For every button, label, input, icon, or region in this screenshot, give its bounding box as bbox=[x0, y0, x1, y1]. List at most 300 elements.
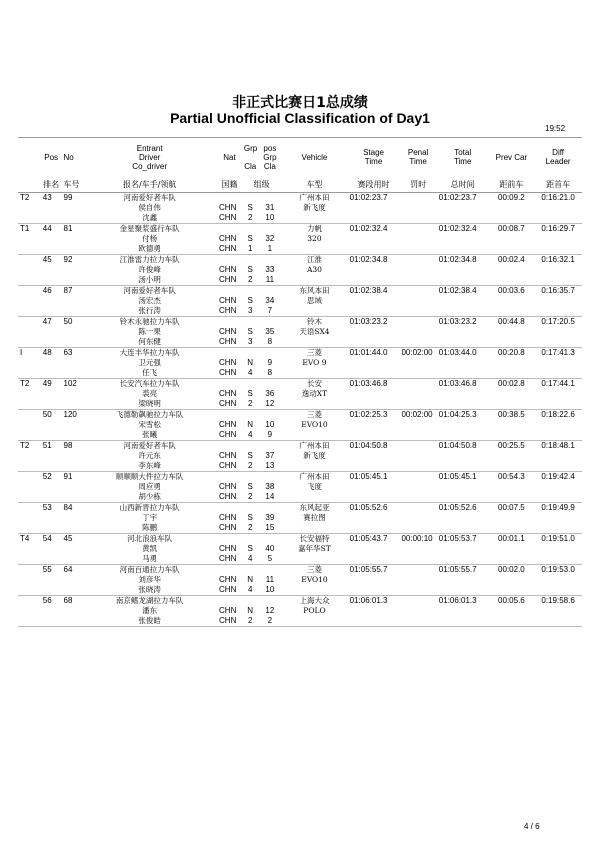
driver-cell: 黄凯 bbox=[142, 544, 158, 553]
vehicle-make-cell: 长安福特 bbox=[299, 534, 330, 543]
nat-cell: CHN bbox=[219, 420, 237, 429]
total-time-cell: 01:04:50.8 bbox=[438, 441, 477, 450]
pos-cell: 47 bbox=[42, 317, 52, 326]
nat-cell: CHN bbox=[219, 203, 237, 212]
codriver-cell: 马勇 bbox=[82, 554, 217, 565]
cla-cell: 4 bbox=[242, 368, 259, 379]
class-cell bbox=[18, 596, 41, 607]
pos-grp-cell: 38 bbox=[265, 482, 275, 491]
penal-time-cell: 00:00:10 bbox=[401, 534, 433, 543]
pos-cell: 50 bbox=[42, 410, 52, 419]
timestamp: 19:52 bbox=[545, 124, 566, 133]
penal-time-cell bbox=[399, 441, 436, 452]
diff-leader-cell: 0:16:32.1 bbox=[541, 255, 575, 264]
grp-cell: S bbox=[247, 234, 253, 243]
no-cell: 98 bbox=[63, 441, 73, 450]
cla-cell: 4 bbox=[242, 430, 259, 441]
grp-cell: S bbox=[247, 265, 253, 274]
pos-cla-cell: 10 bbox=[258, 585, 281, 596]
penal-time-cell bbox=[399, 596, 436, 607]
stage-time-cell: 01:05:43.7 bbox=[349, 534, 388, 543]
pos-cla-cell: 11 bbox=[258, 275, 281, 286]
table-row bbox=[18, 193, 582, 204]
table-row bbox=[18, 337, 582, 348]
pos-cell: 44 bbox=[42, 224, 52, 233]
pos-cell: 49 bbox=[42, 379, 52, 388]
class-cell bbox=[18, 565, 41, 576]
cla-cell: 1 bbox=[242, 244, 259, 255]
table-row bbox=[18, 255, 582, 266]
grp-cell: N bbox=[247, 575, 254, 584]
driver-cell: 付杨 bbox=[142, 234, 158, 243]
class-cell bbox=[18, 503, 41, 514]
table-row bbox=[18, 430, 582, 441]
page-number: 4 / 6 bbox=[524, 822, 540, 831]
header-vehicle: Vehicle bbox=[281, 138, 347, 177]
table-row bbox=[18, 265, 582, 275]
vehicle-make-cell: 广州本田 bbox=[299, 193, 330, 202]
page-title-cn: 非正式比赛日1总成绩 bbox=[232, 95, 368, 111]
total-time-cell: 01:04:25.3 bbox=[438, 410, 477, 419]
nat-cell: CHN bbox=[219, 234, 237, 243]
header-total: Total Time bbox=[437, 138, 489, 177]
codriver-cell: 欧德勇 bbox=[82, 244, 217, 255]
header-cn-diff: 距首车 bbox=[534, 176, 582, 193]
pos-cla-cell: 2 bbox=[258, 616, 281, 627]
header-cls bbox=[18, 138, 41, 177]
team-cell: 大连丰华拉力车队 bbox=[119, 348, 180, 357]
nat-cell: CHN bbox=[217, 244, 242, 255]
results-table bbox=[18, 137, 582, 627]
nat-cell: CHN bbox=[219, 482, 237, 491]
stage-time-cell: 01:02:38.4 bbox=[349, 286, 388, 295]
total-time-cell: 01:05:45.1 bbox=[438, 472, 477, 481]
cla-cell: 4 bbox=[242, 585, 259, 596]
table-row bbox=[18, 275, 582, 286]
pos-cell: 43 bbox=[42, 193, 52, 202]
driver-cell: 汤宏杰 bbox=[138, 296, 161, 305]
table-row bbox=[18, 451, 582, 461]
driver-cell: 丁宇 bbox=[142, 513, 158, 522]
vehicle-make-cell: 上海大众 bbox=[299, 596, 330, 605]
cla-cell: 2 bbox=[242, 523, 259, 534]
total-time-cell: 01:02:34.8 bbox=[438, 255, 477, 264]
team-cell: 河南爱好者车队 bbox=[123, 286, 176, 295]
no-cell: 45 bbox=[63, 534, 73, 543]
total-time-cell: 01:05:55.7 bbox=[438, 565, 477, 574]
table-row bbox=[18, 420, 582, 430]
no-cell: 87 bbox=[63, 286, 73, 295]
pos-cla-cell: 5 bbox=[258, 554, 281, 565]
prev-car-cell: 00:20.8 bbox=[498, 348, 525, 357]
pos-cla-cell: 8 bbox=[258, 337, 281, 348]
class-cell: T4 bbox=[20, 534, 30, 543]
vehicle-model-cell: 新飞度 bbox=[303, 203, 326, 212]
team-cell: 铃木永驰拉力车队 bbox=[119, 317, 180, 326]
team-cell: 河北浪浪车队 bbox=[127, 534, 173, 543]
total-time-cell: 01:06:01.3 bbox=[438, 596, 477, 605]
prev-car-cell: 00:05.6 bbox=[498, 596, 525, 605]
pos-cell: 51 bbox=[42, 441, 52, 450]
nat-cell: CHN bbox=[219, 575, 237, 584]
pos-cla-cell: 8 bbox=[258, 368, 281, 379]
grp-cell: S bbox=[247, 203, 253, 212]
penal-time-cell bbox=[399, 193, 436, 204]
pos-cell: 54 bbox=[42, 534, 52, 543]
pos-grp-cell: 37 bbox=[265, 451, 275, 460]
prev-car-cell: 00:02.8 bbox=[498, 379, 525, 388]
header-row-en bbox=[18, 138, 582, 177]
header-grp: Grp Cla bbox=[242, 138, 259, 177]
driver-cell: 周应勇 bbox=[138, 482, 161, 491]
class-cell bbox=[18, 286, 41, 297]
header-cn-total: 总时间 bbox=[437, 176, 489, 193]
table-row bbox=[18, 368, 582, 379]
cla-cell: 3 bbox=[242, 337, 259, 348]
no-cell: 64 bbox=[63, 565, 73, 574]
table-row bbox=[18, 296, 582, 306]
codriver-cell: 张行涛 bbox=[82, 306, 217, 317]
nat-cell: CHN bbox=[217, 523, 242, 534]
table-row bbox=[18, 348, 582, 359]
header-pos: Pos bbox=[41, 138, 62, 177]
pos-cla-cell: 14 bbox=[258, 492, 281, 503]
table-row bbox=[18, 513, 582, 523]
nat-cell: CHN bbox=[217, 368, 242, 379]
vehicle-make-cell: 长安 bbox=[306, 379, 322, 388]
penal-time-cell bbox=[399, 317, 436, 328]
vehicle-model-cell: 320 bbox=[307, 234, 322, 243]
pos-cell: 56 bbox=[42, 596, 52, 605]
team-cell: 河南爱好者车队 bbox=[123, 441, 176, 450]
driver-cell: 裘亮 bbox=[142, 389, 158, 398]
prev-car-cell: 00:54.3 bbox=[498, 472, 525, 481]
no-cell: 91 bbox=[63, 472, 73, 481]
no-cell: 50 bbox=[63, 317, 73, 326]
vehicle-model-cell: 逸动XT bbox=[301, 389, 328, 398]
table-row bbox=[18, 244, 582, 255]
penal-time-cell bbox=[399, 472, 436, 483]
header-stage: Stage Time bbox=[348, 138, 400, 177]
codriver-cell: 胡少栋 bbox=[82, 492, 217, 503]
driver-cell: 侯自伟 bbox=[138, 203, 161, 212]
table-row bbox=[18, 554, 582, 565]
nat-cell: CHN bbox=[219, 296, 237, 305]
penal-time-cell bbox=[399, 255, 436, 266]
team-cell: 飞德勒飙驰拉力车队 bbox=[115, 410, 184, 419]
team-cell: 河南百通拉力车队 bbox=[119, 565, 180, 574]
pos-cell: 48 bbox=[42, 348, 52, 357]
table-row bbox=[18, 596, 582, 607]
pos-grp-cell: 39 bbox=[265, 513, 275, 522]
cla-cell: 2 bbox=[242, 492, 259, 503]
pos-grp-cell: 12 bbox=[265, 606, 275, 615]
table-row bbox=[18, 358, 582, 368]
header-cn-names: 报名/车手/领航 bbox=[82, 176, 217, 193]
header-cn-no: 车号 bbox=[62, 176, 83, 193]
penal-time-cell bbox=[399, 224, 436, 235]
penal-time-cell bbox=[399, 565, 436, 576]
grp-cell: S bbox=[247, 296, 253, 305]
nat-cell: CHN bbox=[219, 358, 237, 367]
no-cell: 99 bbox=[63, 193, 73, 202]
header-diff: Diff Leader bbox=[534, 138, 582, 177]
vehicle-model-cell: 赛拉图 bbox=[303, 513, 326, 522]
codriver-cell: 李东峰 bbox=[82, 461, 217, 472]
codriver-cell: 张俊皓 bbox=[82, 616, 217, 627]
prev-car-cell: 00:44.8 bbox=[498, 317, 525, 326]
table-row bbox=[18, 327, 582, 337]
nat-cell: CHN bbox=[219, 327, 237, 336]
header-prev: Prev Car bbox=[489, 138, 535, 177]
class-cell bbox=[18, 255, 41, 266]
diff-leader-cell: 0:17:41.3 bbox=[541, 348, 575, 357]
grp-cell: S bbox=[247, 327, 253, 336]
table-row bbox=[18, 286, 582, 297]
nat-cell: CHN bbox=[217, 554, 242, 565]
vehicle-model-cell: 嘉年华ST bbox=[298, 544, 331, 553]
total-time-cell: 01:02:38.4 bbox=[438, 286, 477, 295]
table-row bbox=[18, 234, 582, 244]
stage-time-cell: 01:02:32.4 bbox=[349, 224, 388, 233]
class-cell: T2 bbox=[20, 441, 30, 450]
header-pos-grp-cla: pos Grp Cla bbox=[258, 138, 281, 177]
pos-grp-cell: 32 bbox=[265, 234, 275, 243]
diff-leader-cell: 0:19:42.4 bbox=[541, 472, 575, 481]
codriver-cell: 任飞 bbox=[82, 368, 217, 379]
prev-car-cell: 00:09.2 bbox=[498, 193, 525, 202]
class-cell: T2 bbox=[20, 193, 30, 202]
header-nat: Nat bbox=[217, 138, 242, 177]
header-cn-grp: 组级 bbox=[242, 176, 281, 193]
cla-cell: 2 bbox=[242, 399, 259, 410]
codriver-cell: 梁晓明 bbox=[82, 399, 217, 410]
header-cn-vehicle: 车型 bbox=[281, 176, 347, 193]
header-no: No bbox=[62, 138, 83, 177]
nat-cell: CHN bbox=[217, 430, 242, 441]
vehicle-model-cell: EVO10 bbox=[301, 420, 328, 429]
diff-leader-cell: 0:18:22.6 bbox=[541, 410, 575, 419]
diff-leader-cell: 0:19:53.0 bbox=[541, 565, 575, 574]
prev-car-cell: 00:03.6 bbox=[498, 286, 525, 295]
nat-cell: CHN bbox=[219, 606, 237, 615]
grp-cell: N bbox=[247, 606, 254, 615]
table-row bbox=[18, 565, 582, 576]
prev-car-cell: 00:07.5 bbox=[498, 503, 525, 512]
pos-cla-cell: 9 bbox=[258, 430, 281, 441]
codriver-cell: 汤小明 bbox=[82, 275, 217, 286]
vehicle-model-cell: 飞度 bbox=[306, 482, 322, 491]
table-row bbox=[18, 585, 582, 596]
nat-cell: CHN bbox=[219, 451, 237, 460]
table-row bbox=[18, 575, 582, 585]
codriver-cell: 张晓涛 bbox=[82, 585, 217, 596]
codriver-cell: 何东健 bbox=[82, 337, 217, 348]
vehicle-make-cell: 力帆 bbox=[306, 224, 322, 233]
pos-grp-cell: 9 bbox=[267, 358, 273, 367]
prev-car-cell: 00:01.1 bbox=[498, 534, 525, 543]
vehicle-model-cell: 新飞度 bbox=[303, 451, 326, 460]
pos-cla-cell: 10 bbox=[258, 213, 281, 224]
header-cn-pos: 排名 bbox=[41, 176, 62, 193]
header-cn-nat: 国籍 bbox=[217, 176, 242, 193]
nat-cell: CHN bbox=[219, 389, 237, 398]
total-time-cell: 01:05:52.6 bbox=[438, 503, 477, 512]
nat-cell: CHN bbox=[217, 399, 242, 410]
nat-cell: CHN bbox=[217, 275, 242, 286]
penal-time-cell bbox=[399, 379, 436, 390]
driver-cell: 陈一果 bbox=[138, 327, 161, 336]
table-row bbox=[18, 534, 582, 545]
nat-cell: CHN bbox=[219, 265, 237, 274]
nat-cell: CHN bbox=[217, 492, 242, 503]
driver-cell: 刘彦华 bbox=[138, 575, 161, 584]
total-time-cell: 01:03:46.8 bbox=[438, 379, 477, 388]
vehicle-model-cell: EVO10 bbox=[301, 575, 328, 584]
prev-car-cell: 00:38.5 bbox=[498, 410, 525, 419]
vehicle-model-cell: A30 bbox=[306, 265, 322, 274]
grp-cell: S bbox=[247, 389, 253, 398]
vehicle-model-cell: 思域 bbox=[306, 296, 322, 305]
vehicle-make-cell: 江淮 bbox=[306, 255, 322, 264]
total-time-cell: 01:03:23.2 bbox=[438, 317, 477, 326]
nat-cell: CHN bbox=[217, 461, 242, 472]
vehicle-make-cell: 三菱 bbox=[306, 348, 322, 357]
header-cn-stage: 赛段用时 bbox=[348, 176, 400, 193]
stage-time-cell: 01:06:01.3 bbox=[349, 596, 388, 605]
page-title-en: Partial Unofficial Classification of Day1 bbox=[170, 110, 430, 126]
team-cell: 山西新晋拉力车队 bbox=[119, 503, 180, 512]
pos-grp-cell: 33 bbox=[265, 265, 275, 274]
class-cell: T1 bbox=[20, 224, 30, 233]
pos-cla-cell: 12 bbox=[258, 399, 281, 410]
nat-cell: CHN bbox=[217, 337, 242, 348]
no-cell: 63 bbox=[63, 348, 73, 357]
codriver-cell: 沈鑫 bbox=[82, 213, 217, 224]
pos-cla-cell: 7 bbox=[258, 306, 281, 317]
vehicle-make-cell: 东风起亚 bbox=[299, 503, 330, 512]
table-row bbox=[18, 523, 582, 534]
table-row bbox=[18, 224, 582, 235]
vehicle-make-cell: 三菱 bbox=[306, 410, 322, 419]
grp-cell: S bbox=[247, 451, 253, 460]
team-cell: 顺顺顺大件拉力车队 bbox=[115, 472, 184, 481]
pos-grp-cell: 34 bbox=[265, 296, 275, 305]
stage-time-cell: 01:01:44.0 bbox=[349, 348, 388, 357]
no-cell: 120 bbox=[63, 410, 77, 419]
diff-leader-cell: 0:19:49.9 bbox=[541, 503, 575, 512]
no-cell: 84 bbox=[63, 503, 73, 512]
no-cell: 81 bbox=[63, 224, 73, 233]
pos-cell: 45 bbox=[42, 255, 52, 264]
vehicle-model-cell: EVO 9 bbox=[302, 358, 327, 367]
table-row bbox=[18, 317, 582, 328]
header-names: Entrant Driver Co_driver bbox=[82, 138, 217, 177]
table-row bbox=[18, 544, 582, 554]
team-cell: 金星聚浆盛行车队 bbox=[119, 224, 180, 233]
pos-grp-cell: 10 bbox=[265, 420, 275, 429]
stage-time-cell: 01:02:25.3 bbox=[349, 410, 388, 419]
team-cell: 江淮雷力拉力车队 bbox=[119, 255, 180, 264]
vehicle-make-cell: 广州本田 bbox=[299, 472, 330, 481]
pos-cla-cell: 13 bbox=[258, 461, 281, 472]
header-cn-penal: 罚时 bbox=[399, 176, 436, 193]
nat-cell: CHN bbox=[217, 585, 242, 596]
nat-cell: CHN bbox=[219, 513, 237, 522]
driver-cell: 卫元强 bbox=[138, 358, 161, 367]
codriver-cell: 张曦 bbox=[82, 430, 217, 441]
cla-cell: 2 bbox=[242, 213, 259, 224]
class-cell: I bbox=[20, 348, 23, 357]
table-row bbox=[18, 616, 582, 627]
driver-cell: 许元东 bbox=[138, 451, 161, 460]
cla-cell: 4 bbox=[242, 554, 259, 565]
cla-cell: 2 bbox=[242, 461, 259, 472]
driver-cell: 宋雪松 bbox=[138, 420, 161, 429]
team-cell: 河南爱好者车队 bbox=[123, 193, 176, 202]
no-cell: 68 bbox=[63, 596, 73, 605]
grp-cell: S bbox=[247, 513, 253, 522]
diff-leader-cell: 0:18:48.1 bbox=[541, 441, 575, 450]
stage-time-cell: 01:03:46.8 bbox=[349, 379, 388, 388]
diff-leader-cell: 0:16:29.7 bbox=[541, 224, 575, 233]
table-row bbox=[18, 306, 582, 317]
class-cell bbox=[18, 472, 41, 483]
stage-time-cell: 01:02:23.7 bbox=[349, 193, 388, 202]
driver-cell: 潘东 bbox=[142, 606, 158, 615]
table-row bbox=[18, 606, 582, 616]
table-row bbox=[18, 213, 582, 224]
diff-leader-cell: 0:19:51.0 bbox=[541, 534, 575, 543]
diff-leader-cell: 0:16:21.0 bbox=[541, 193, 575, 202]
vehicle-make-cell: 广州本田 bbox=[299, 441, 330, 450]
class-cell bbox=[18, 410, 41, 421]
prev-car-cell: 00:02.0 bbox=[498, 565, 525, 574]
table-row bbox=[18, 441, 582, 452]
prev-car-cell: 00:02.4 bbox=[498, 255, 525, 264]
pos-grp-cell: 31 bbox=[265, 203, 275, 212]
total-time-cell: 01:02:32.4 bbox=[438, 224, 477, 233]
header-cn-prev: 距前车 bbox=[489, 176, 535, 193]
diff-leader-cell: 0:16:35.7 bbox=[541, 286, 575, 295]
diff-leader-cell: 0:17:20.5 bbox=[541, 317, 575, 326]
header-row-cn bbox=[18, 176, 582, 193]
vehicle-make-cell: 东风本田 bbox=[299, 286, 330, 295]
penal-time-cell: 00:02:00 bbox=[401, 348, 433, 357]
driver-cell: 许俊峰 bbox=[138, 265, 161, 274]
stage-time-cell: 01:04:50.8 bbox=[349, 441, 388, 450]
nat-cell: CHN bbox=[219, 544, 237, 553]
table-row bbox=[18, 399, 582, 410]
table-row bbox=[18, 472, 582, 483]
table-row bbox=[18, 482, 582, 492]
grp-cell: S bbox=[247, 544, 253, 553]
pos-cla-cell: 1 bbox=[258, 244, 281, 255]
cla-cell: 2 bbox=[242, 616, 259, 627]
penal-time-cell bbox=[399, 503, 436, 514]
pos-cell: 52 bbox=[42, 472, 52, 481]
grp-cell: N bbox=[247, 358, 254, 367]
pos-grp-cell: 36 bbox=[265, 389, 275, 398]
grp-cell: N bbox=[247, 420, 254, 429]
vehicle-make-cell: 铃木 bbox=[306, 317, 322, 326]
penal-time-cell: 00:02:00 bbox=[401, 410, 433, 419]
stage-time-cell: 01:03:23.2 bbox=[349, 317, 388, 326]
nat-cell: CHN bbox=[217, 213, 242, 224]
pos-cell: 55 bbox=[42, 565, 52, 574]
pos-cell: 53 bbox=[42, 503, 52, 512]
pos-grp-cell: 11 bbox=[265, 575, 275, 584]
